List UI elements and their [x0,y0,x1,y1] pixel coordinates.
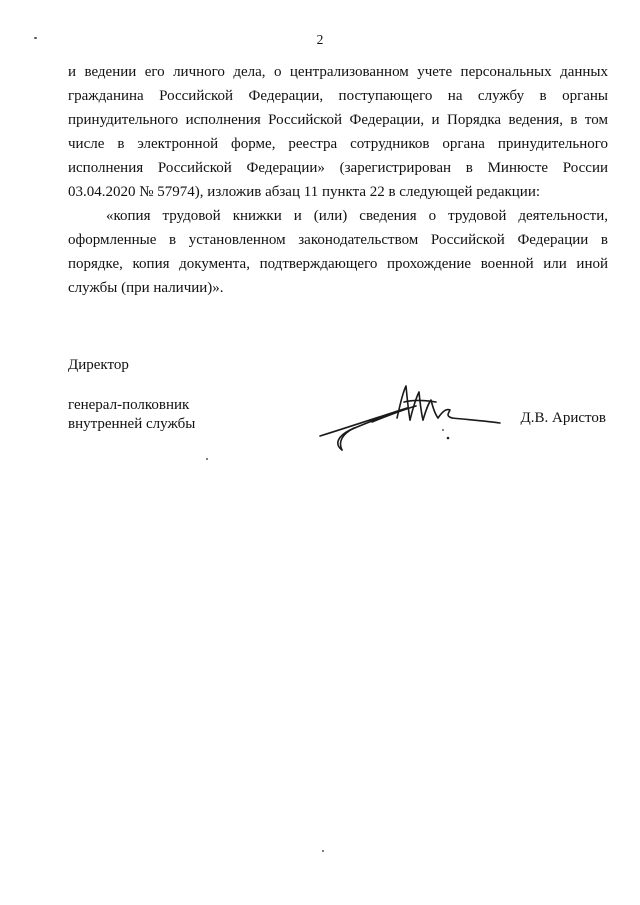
scan-speck [34,37,37,39]
handwritten-signature [312,378,512,458]
signatory-position: Директор [68,357,129,373]
signatory-name: Д.В. Аристов [520,410,606,426]
document-body [68,60,608,300]
scan-speck [206,458,208,460]
signatory-rank-line-2: внутренней службы [68,416,196,432]
paragraph-quote: «копия трудовой книжки и (или) сведения о трудовой деятельности, оформленные в установленном законодательством Российской Федерации в порядке, копия документа, подтверждающего прохождение военной или иной службы (при наличии)». [68,208,608,296]
signatory-rank [68,396,195,434]
signatory-rank-line-1: генерал-полковник [68,397,190,413]
scan-speck [322,850,324,852]
page-number: 2 [316,32,324,47]
paragraph-continuation: и ведении его личного дела, о централизованном учете персональных данных гражданина Российской Федерации, поступающего на службу в органы принудительного исполнения Российской Федерации, и Порядка ведения, в том числе в электронной форме, реестра сотрудников органа принудительного исполнения Российской Федерации» (зарегистрирован в Минюсте России 03.04.2020 № 57974), изложив абзац 11 пункта 22 в следующей редакции: [68,64,608,200]
